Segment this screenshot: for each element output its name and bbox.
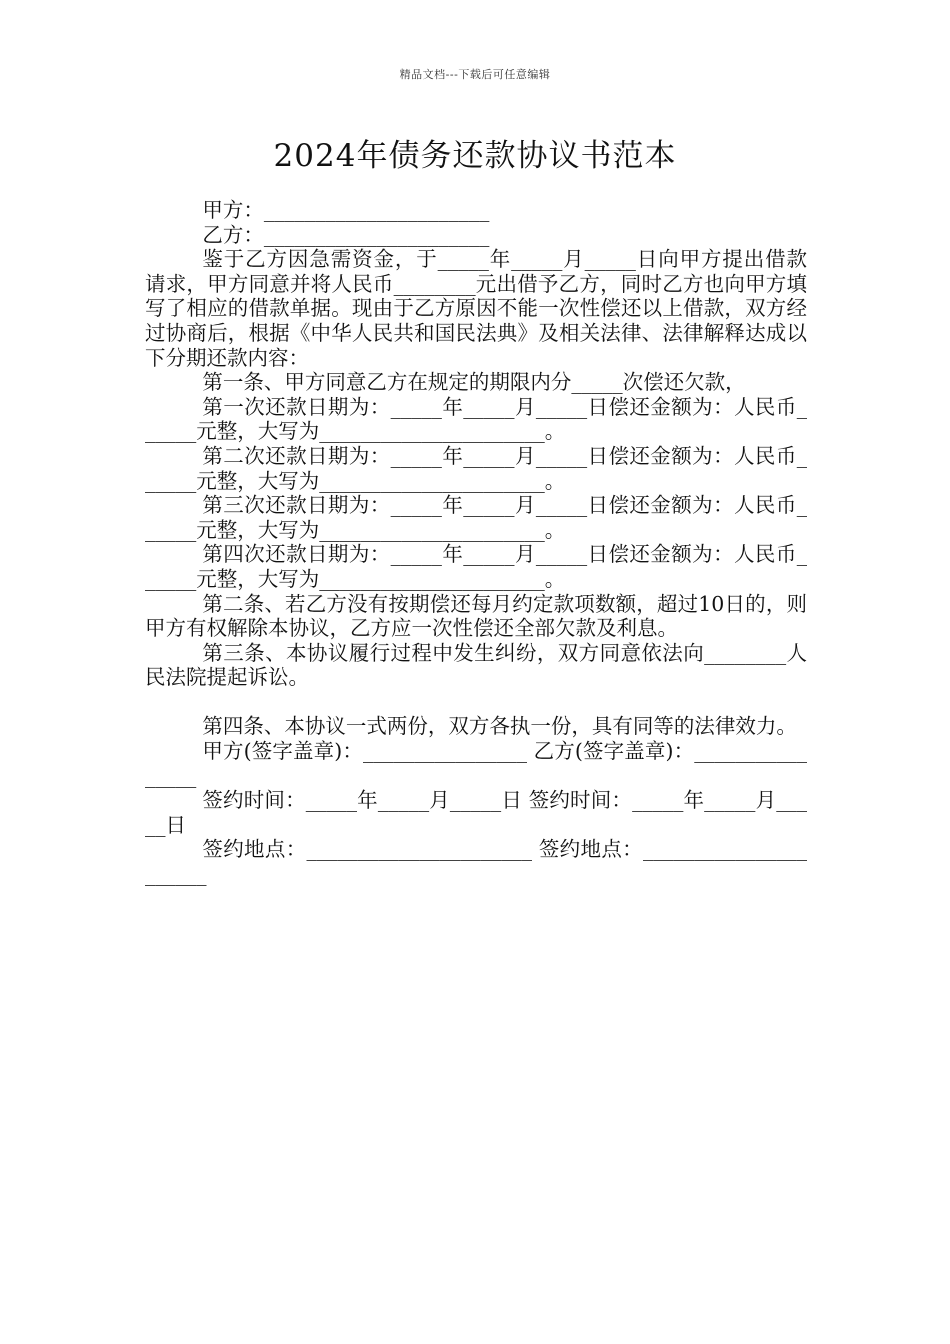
article-1: 第一条、甲方同意乙方在规定的期限内分_____次偿还欠款， xyxy=(202,370,746,395)
installment-1: 第一次还款日期为：_____年_____月_____日偿还金额为：人民币______元整，大写为______________________。 xyxy=(145,394,807,444)
article-2: 第二条、若乙方没有按期偿还每月约定款项数额，超过10日的，则甲方有权解除本协议，乙方应一次性偿还全部欠款及利息。 xyxy=(145,591,807,641)
article-4: 第四条、本协议一式两份，双方各执一份，具有同等的法律效力。 xyxy=(202,714,797,739)
installment-2: 第二次还款日期为：_____年_____月_____日偿还金额为：人民币______元整，大写为______________________。 xyxy=(145,443,807,493)
header-note: 精品文档---下载后可任意编辑 xyxy=(399,68,551,81)
party-a-line: 甲方：______________________ xyxy=(202,198,490,222)
preamble-paragraph: 鉴于乙方因急需资金，于_____年_____月_____日向甲方提出借款请求，甲方同意并将人民币________元出借予乙方，同时乙方也向甲方填写了相应的借款单据。现由于乙方原因不能一次性偿还以上借款，双方经过协商后，根据《中华人民共和国民法典》及相关法律、法律解释达成以下分期还款内容： xyxy=(145,247,807,370)
signature-line: 甲方(签字盖章)：________________ 乙方(签字盖章)：________________ xyxy=(145,739,807,788)
installment-3: 第三次还款日期为：_____年_____月_____日偿还金额为：人民币______元整，大写为______________________。 xyxy=(145,493,807,542)
installment-4: 第四次还款日期为：_____年_____月_____日偿还金额为：人民币______元整，大写为______________________。 xyxy=(145,542,807,591)
document-title: 2024年债务还款协议书范本 xyxy=(273,138,677,174)
article-3: 第三条、本协议履行过程中发生纠纷，双方同意依法向________人民法院提起诉讼。 xyxy=(145,640,807,690)
signing-place-line: 签约地点：______________________ 签约地点：______________________ xyxy=(145,837,807,887)
party-b-line: 乙方：______________________ xyxy=(202,222,490,247)
document-body xyxy=(145,198,807,887)
blank-line xyxy=(145,690,807,715)
signing-date-line: 签约时间：_____年_____月_____日 签约时间：_____年_____月_____日 xyxy=(145,788,807,837)
